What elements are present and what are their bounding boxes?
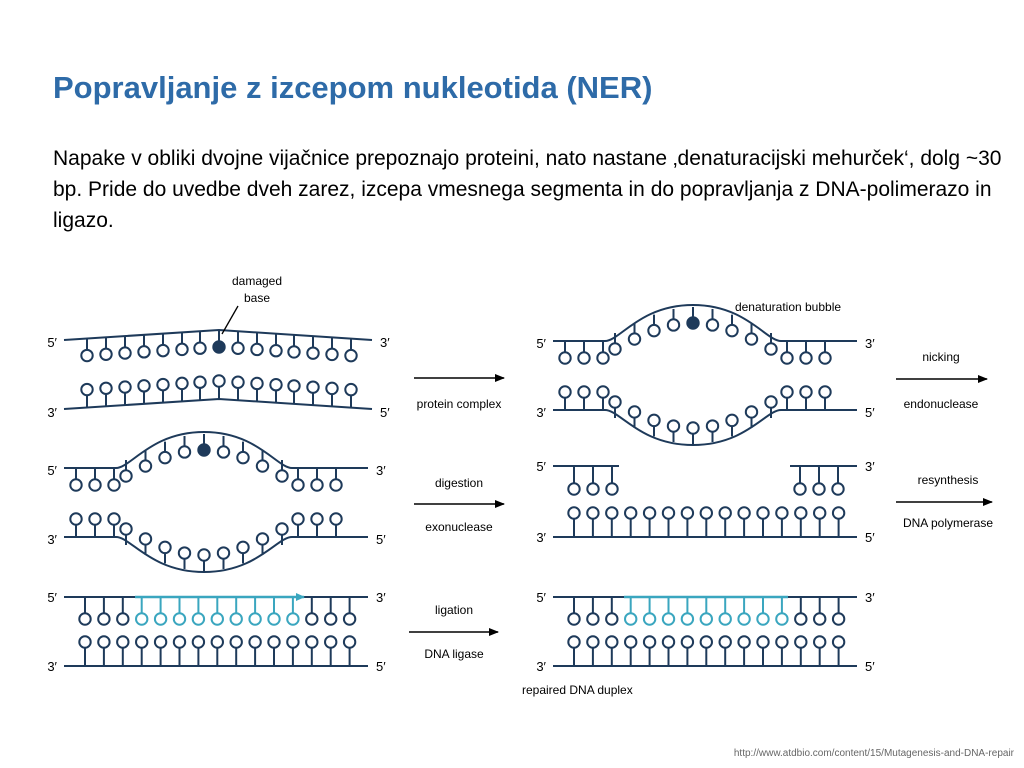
p5-bottom-base	[155, 636, 166, 647]
p6-bottom-base	[606, 636, 617, 647]
p3-top-paired-base	[330, 479, 341, 490]
p5-new-base	[231, 613, 242, 624]
p5-bottom-base	[117, 636, 128, 647]
p2-bubble-bottom-base	[765, 396, 776, 407]
p5-top-base	[79, 613, 90, 624]
p2-top-paired-base	[597, 352, 608, 363]
p6-bottom-base	[738, 636, 749, 647]
p4-top-base	[813, 483, 824, 494]
p1-top-base	[232, 343, 243, 354]
p6-bottom-base	[814, 636, 825, 647]
arrow-2-top-label: nicking	[922, 350, 960, 364]
p5-bottom-base	[344, 636, 355, 647]
p2-bubble-top-base	[765, 343, 776, 354]
p4-bottom-base	[757, 507, 768, 518]
p3-bubble-top-base	[198, 444, 209, 455]
p3-bubble-bottom-base	[257, 533, 268, 544]
p4-top-base	[794, 483, 805, 494]
p6-bottom-base	[625, 636, 636, 647]
damaged-base-label-2: base	[243, 291, 271, 305]
p5-new-base	[268, 613, 279, 624]
p2-bubble-bottom-base	[746, 406, 757, 417]
damaged-base-label-1: damaged	[231, 274, 283, 288]
p5-bottom-base	[193, 636, 204, 647]
p3-bottom-paired-base	[108, 513, 119, 524]
p1-bottom-base	[213, 375, 224, 386]
p2-bottom-strand	[553, 410, 857, 445]
p5-top-left-end: 5′	[47, 590, 57, 605]
p2-bubble-top-base	[746, 333, 757, 344]
p2-bottom-paired-base	[819, 386, 830, 397]
p6-bottom-base	[833, 636, 844, 647]
p4-top-base	[606, 483, 617, 494]
p1-top-base	[157, 345, 168, 356]
p5-bottom-base	[231, 636, 242, 647]
p3-top-paired-base	[108, 479, 119, 490]
p3-bubble-top-base	[140, 460, 151, 471]
p3-top-paired-base	[89, 479, 100, 490]
p5-top-base	[344, 613, 355, 624]
p5-bottom-base	[287, 636, 298, 647]
p4-top-base	[587, 483, 598, 494]
p5-bottom-base	[79, 636, 90, 647]
p1-top-base	[119, 347, 130, 358]
p4-top-base	[832, 483, 843, 494]
p2-top-paired-base	[800, 352, 811, 363]
p6-new-base	[663, 613, 674, 624]
p5-bottom-base	[306, 636, 317, 647]
p3-bottom-paired-base	[292, 513, 303, 524]
p4-bottom-base	[663, 507, 674, 518]
p3-top-left-end: 5′	[47, 463, 57, 478]
p4-bottom-base	[587, 507, 598, 518]
p6-top-left-end: 5′	[536, 590, 546, 605]
p5-new-base	[155, 613, 166, 624]
p2-bubble-bottom-base	[648, 415, 659, 426]
p6-bottom-base	[776, 636, 787, 647]
p4-bottom-base	[833, 507, 844, 518]
p2-bubble-top-base	[668, 319, 679, 330]
p1-bottom-base	[232, 377, 243, 388]
p6-new-base	[644, 613, 655, 624]
p1-top-base	[288, 346, 299, 357]
p2-bottom-paired-base	[578, 386, 589, 397]
p1-top-base	[138, 346, 149, 357]
p2-bubble-bottom-base	[687, 422, 698, 433]
p6-bottom-base	[757, 636, 768, 647]
p1-top-base	[307, 347, 318, 358]
p5-top-base	[306, 613, 317, 624]
p3-bubble-bottom-base	[237, 542, 248, 553]
p4-bottom-base	[701, 507, 712, 518]
p5-new-base	[212, 613, 223, 624]
arrow-1-bottom-label: protein complex	[416, 397, 502, 411]
denaturation-bubble-label: denaturation bubble	[734, 300, 842, 314]
arrow-2-bottom-label: endonuclease	[903, 397, 979, 411]
p3-bubble-top-base	[120, 470, 131, 481]
p6-bottom-base	[720, 636, 731, 647]
p6-bottom-left-end: 3′	[536, 659, 546, 674]
p5-new-base	[249, 613, 260, 624]
p2-bottom-paired-base	[559, 386, 570, 397]
p5-bottom-base	[98, 636, 109, 647]
p5-top-right-end: 3′	[376, 590, 386, 605]
p2-top-right-end: 3′	[865, 336, 875, 351]
p6-new-base	[776, 613, 787, 624]
p4-bottom-base	[776, 507, 787, 518]
p2-bottom-left-end: 3′	[536, 405, 546, 420]
p1-bottom-base	[251, 378, 262, 389]
p6-top-base	[814, 613, 825, 624]
arrow-5-top-label: ligation	[434, 603, 474, 617]
repaired-duplex-label: repaired DNA duplex	[522, 683, 633, 697]
p1-bottom-right-end: 5′	[380, 405, 390, 420]
p1-bottom-base	[176, 378, 187, 389]
p4-bottom-right-end: 5′	[865, 530, 875, 545]
p6-bottom-base	[795, 636, 806, 647]
p3-bottom-left-end: 3′	[47, 532, 57, 547]
p1-top-base	[176, 344, 187, 355]
p3-top-paired-base	[311, 479, 322, 490]
p2-bubble-top-base	[687, 317, 698, 328]
p5-bottom-right-end: 5′	[376, 659, 386, 674]
p6-top-base	[587, 613, 598, 624]
p2-bubble-top-base	[629, 333, 640, 344]
p3-bottom-right-end: 5′	[376, 532, 386, 547]
p1-bottom-base	[345, 384, 356, 395]
p6-new-base	[682, 613, 693, 624]
p3-bubble-top-base	[276, 470, 287, 481]
p2-bubble-bottom-base	[668, 420, 679, 431]
p2-bubble-bottom-base	[726, 415, 737, 426]
p3-bottom-paired-base	[70, 513, 81, 524]
p2-top-left-end: 5′	[536, 336, 546, 351]
p4-bottom-base	[568, 507, 579, 518]
p6-bottom-base	[701, 636, 712, 647]
p3-bubble-bottom-base	[218, 547, 229, 558]
p2-top-paired-base	[578, 352, 589, 363]
p3-bubble-top-base	[179, 446, 190, 457]
p2-top-paired-base	[559, 352, 570, 363]
p4-bottom-base	[682, 507, 693, 518]
p3-bubble-top-base	[257, 460, 268, 471]
intro-paragraph: Napake v obliki dvojne vijačnice prepoznajo proteini, nato nastane ‚denaturacijski mehurček‘, dolg ~30 bp. Pride do uvedbe dveh zarez, izcepa vmesnega segmenta in do popravljanja z DNA-polimerazo in ligazo.	[53, 147, 1002, 232]
source-link[interactable]: http://www.atdbio.com/content/15/Mutagenesis-and-DNA-repair	[733, 748, 1014, 759]
p4-bottom-base	[720, 507, 731, 518]
p1-top-base	[194, 343, 205, 354]
p6-top-base	[833, 613, 844, 624]
arrow-4-bottom-label: DNA polymerase	[902, 516, 994, 530]
p4-bottom-base	[625, 507, 636, 518]
p6-bottom-base	[587, 636, 598, 647]
p5-bottom-base	[249, 636, 260, 647]
p1-top-base	[270, 345, 281, 356]
p6-bottom-base	[568, 636, 579, 647]
p2-bubble-bottom-base	[707, 420, 718, 431]
p5-top-base	[117, 613, 128, 624]
p1-bottom-base	[157, 379, 168, 390]
p1-bottom-base	[138, 380, 149, 391]
p3-top-strand	[64, 432, 368, 468]
p3-bubble-top-base	[218, 446, 229, 457]
arrow-5-bottom-label: DNA ligase	[424, 647, 484, 661]
p2-bottom-right-end: 5′	[865, 405, 875, 420]
p2-bottom-paired-base	[597, 386, 608, 397]
p1-bottom-base	[270, 379, 281, 390]
p4-top-right-end: 3′	[865, 459, 875, 474]
p6-bottom-base	[644, 636, 655, 647]
p3-bubble-bottom-base	[198, 549, 209, 560]
arrow-protein-complex	[414, 378, 504, 411]
p6-top-base	[606, 613, 617, 624]
p3-top-right-end: 3′	[376, 463, 386, 478]
p4-bottom-left-end: 3′	[536, 530, 546, 545]
p6-new-base	[738, 613, 749, 624]
p1-bottom-base	[81, 384, 92, 395]
p2-bubble-top-base	[609, 343, 620, 354]
p6-new-base	[701, 613, 712, 624]
p2-bubble-top-base	[726, 325, 737, 336]
p2-top-paired-base	[781, 352, 792, 363]
arrow-ligation	[409, 603, 498, 661]
p1-bottom-base	[307, 381, 318, 392]
p2-bubble-top-base	[648, 325, 659, 336]
p6-bottom-base	[663, 636, 674, 647]
p1-bottom-strand	[64, 399, 372, 409]
p1-top-left-end: 5′	[47, 335, 57, 350]
p1-bottom-base	[119, 381, 130, 392]
p2-bubble-top-base	[707, 319, 718, 330]
p5-bottom-base	[136, 636, 147, 647]
p1-top-base	[81, 350, 92, 361]
p5-bottom-base	[325, 636, 336, 647]
p2-bubble-bottom-base	[609, 396, 620, 407]
p6-new-base	[625, 613, 636, 624]
p3-bubble-top-base	[159, 452, 170, 463]
p1-top-base	[100, 349, 111, 360]
p4-bottom-base	[738, 507, 749, 518]
p1-bottom-base	[326, 383, 337, 394]
p1-top-base	[345, 350, 356, 361]
page-title: Popravljanje z izcepom nukleotida (NER)	[53, 70, 653, 105]
p4-top-left-end: 5′	[536, 459, 546, 474]
p1-top-base	[213, 341, 224, 352]
p6-top-base	[795, 613, 806, 624]
p5-new-base	[193, 613, 204, 624]
p5-new-base	[287, 613, 298, 624]
p1-bottom-base	[100, 383, 111, 394]
p6-new-base	[720, 613, 731, 624]
p4-bottom-base	[644, 507, 655, 518]
p5-top-base	[325, 613, 336, 624]
p3-bottom-paired-base	[311, 513, 322, 524]
p5-new-base	[174, 613, 185, 624]
p5-new-base	[136, 613, 147, 624]
p5-bottom-left-end: 3′	[47, 659, 57, 674]
p1-bottom-base	[194, 377, 205, 388]
p3-bubble-bottom-base	[120, 523, 131, 534]
p4-bottom-base	[795, 507, 806, 518]
arrow-digestion	[414, 476, 504, 534]
p3-bubble-top-base	[237, 452, 248, 463]
p2-top-paired-base	[819, 352, 830, 363]
p1-top-right-end: 3′	[380, 335, 390, 350]
p5-bottom-base	[268, 636, 279, 647]
arrow-3-top-label: digestion	[434, 476, 484, 490]
p1-top-base	[326, 349, 337, 360]
p1-bottom-left-end: 3′	[47, 405, 57, 420]
p5-bottom-base	[174, 636, 185, 647]
arrow-nicking	[896, 350, 987, 411]
p2-bubble-bottom-base	[629, 406, 640, 417]
p3-bottom-strand	[64, 537, 368, 572]
p1-bottom-base	[288, 380, 299, 391]
p2-bottom-paired-base	[800, 386, 811, 397]
p6-new-base	[757, 613, 768, 624]
p6-bottom-right-end: 5′	[865, 659, 875, 674]
p6-bottom-base	[682, 636, 693, 647]
p3-bubble-bottom-base	[159, 542, 170, 553]
p6-top-right-end: 3′	[865, 590, 875, 605]
p3-top-paired-base	[292, 479, 303, 490]
p3-bottom-paired-base	[89, 513, 100, 524]
p6-top-base	[568, 613, 579, 624]
p5-bottom-base	[212, 636, 223, 647]
p2-bottom-paired-base	[781, 386, 792, 397]
p3-bubble-bottom-base	[276, 523, 287, 534]
p5-top-base	[98, 613, 109, 624]
p4-bottom-base	[606, 507, 617, 518]
arrow-3-bottom-label: exonuclease	[425, 520, 493, 534]
p3-bubble-bottom-base	[140, 533, 151, 544]
p3-top-paired-base	[70, 479, 81, 490]
p3-bottom-paired-base	[330, 513, 341, 524]
p4-bottom-base	[814, 507, 825, 518]
arrow-4-top-label: resynthesis	[917, 473, 979, 487]
arrow-resynthesis	[896, 473, 993, 530]
p1-top-base	[251, 344, 262, 355]
p4-top-base	[568, 483, 579, 494]
p3-bubble-bottom-base	[179, 547, 190, 558]
